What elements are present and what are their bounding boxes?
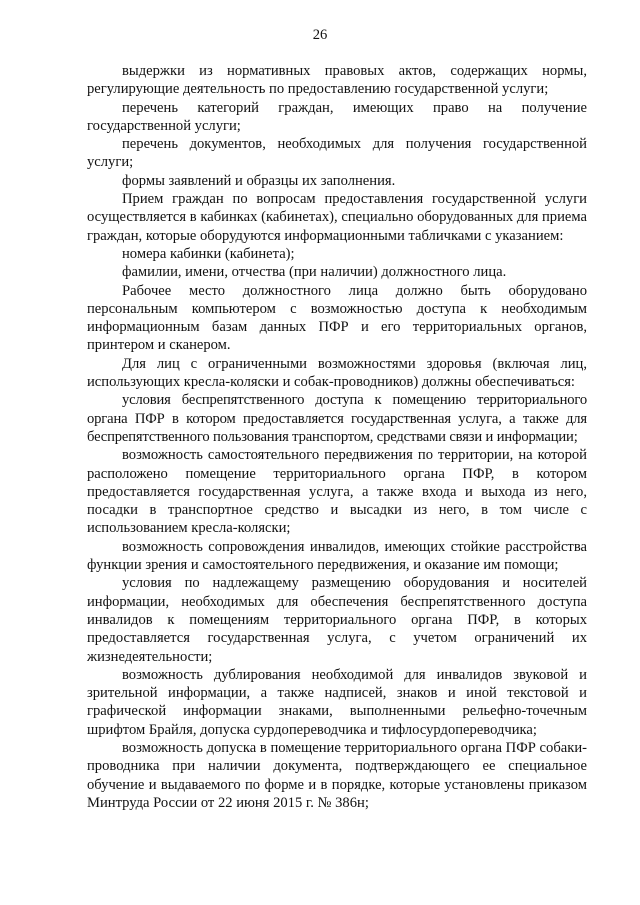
paragraph: возможность самостоятельного передвижения по территории, на которой расположено помещение территориального органа ПФР, в котором предоставляется государственная услуга, а также входа и выхода из него, посадки в транспортное средство и высадки из него, в том числе с использованием кресла-коляски; — [87, 447, 587, 537]
paragraph: возможность допуска в помещение территориального органа ПФР собаки-проводника при наличии документа, подтверждающего ее специальное обучение и выдаваемого по форме и в порядке, которые установлены приказом Минтруда России от 22 июня 2015 г. № 386н; — [87, 739, 587, 811]
paragraph: перечень категорий граждан, имеющих право на получение государственной услуги; — [87, 99, 587, 134]
paragraph: номера кабинки (кабинета); — [122, 245, 295, 262]
document-body — [87, 62, 587, 812]
paragraph: условия по надлежащему размещению оборудования и носителей информации, необходимых для обеспечения беспрепятственного доступа инвалидов к помещениям территориального органа ПФР, в которых предоставляется государственная услуга, с учетом ограничений их жизнедеятельности; — [87, 575, 587, 665]
paragraph: условия беспрепятственного доступа к помещению территориального органа ПФР в котором предоставляется государственная услуга, а также для беспрепятственного пользования транспортом, средствами связи и информации; — [87, 392, 587, 445]
paragraph: возможность дублирования необходимой для инвалидов звуковой и зрительной информации, а также надписей, знаков и иной текстовой и графической информации знаками, выполненными рельефно-точечным шрифтом Брайля, допуска сурдопереводчика и тифлосурдопереводчика; — [87, 666, 587, 738]
paragraph: Для лиц с ограниченными возможностями здоровья (включая лиц, использующих кресла-коляски и собак-проводников) должны обеспечиваться: — [87, 355, 587, 391]
paragraph: выдержки из нормативных правовых актов, содержащих нормы, регулирующие деятельность по предоставлению государственной услуги; — [87, 63, 587, 98]
paragraph: формы заявлений и образцы их заполнения. — [122, 172, 396, 189]
paragraph: возможность сопровождения инвалидов, имеющих стойкие расстройства функции зрения и самостоятельного передвижения, и оказание им помощи; — [87, 538, 587, 574]
paragraph: Прием граждан по вопросам предоставления государственной услуги осуществляется в кабинках (кабинетах), специально оборудованных для приема граждан, которые оборудуются информационными табличками с указанием: — [87, 191, 587, 244]
paragraph: фамилии, имени, отчества (при наличии) должностного лица. — [122, 264, 507, 281]
page-number: 26 — [312, 27, 328, 43]
paragraph: перечень документов, необходимых для получения государственной услуги; — [87, 136, 587, 171]
paragraph: Рабочее место должностного лица должно быть оборудовано персональным компьютером с возможностью доступа к необходимым информационным базам данных ПФР и его территориальных органов, принтером и сканером. — [87, 282, 587, 354]
